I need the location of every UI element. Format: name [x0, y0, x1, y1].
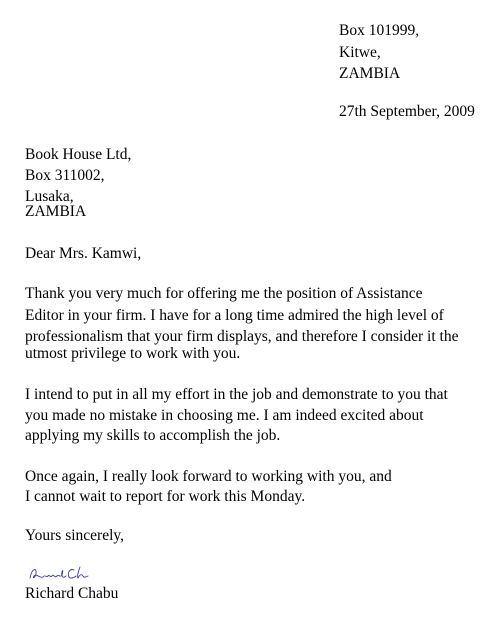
- paragraph-line: I cannot wait to report for work this Monday.: [25, 488, 306, 505]
- recipient-address-line: ZAMBIA: [25, 203, 87, 220]
- sender-address-line: Kitwe,: [339, 44, 381, 61]
- paragraph-line: utmost privilege to work with you.: [25, 345, 241, 362]
- signer-name: Richard Chabu: [25, 585, 119, 602]
- recipient-address-line: Lusaka,: [25, 188, 74, 205]
- letter-date: 27th September, 2009: [339, 103, 475, 120]
- handwritten-signature: [28, 564, 98, 584]
- paragraph-line: applying my skills to accomplish the job.: [25, 427, 281, 444]
- salutation: Dear Mrs. Kamwi,: [25, 245, 142, 262]
- closing: Yours sincerely,: [25, 527, 125, 544]
- paragraph-line: you made no mistake in choosing me. I am indeed excited about: [25, 407, 424, 424]
- sender-address-line: Box 101999,: [339, 22, 420, 39]
- paragraph-line: Editor in your firm. I have for a long time admired the high level of: [25, 307, 444, 324]
- recipient-address-line: Box 311002,: [25, 167, 105, 184]
- paragraph-line: Once again, I really look forward to working with you, and: [25, 468, 392, 485]
- paragraph-line: professionalism that your firm displays, and therefore I consider it the: [25, 328, 459, 345]
- paragraph-line: I intend to put in all my effort in the job and demonstrate to you that: [25, 386, 448, 403]
- paragraph-line: Thank you very much for offering me the position of Assistance: [25, 285, 423, 302]
- recipient-address-line: Book House Ltd,: [25, 146, 132, 163]
- sender-address-line: ZAMBIA: [339, 65, 401, 82]
